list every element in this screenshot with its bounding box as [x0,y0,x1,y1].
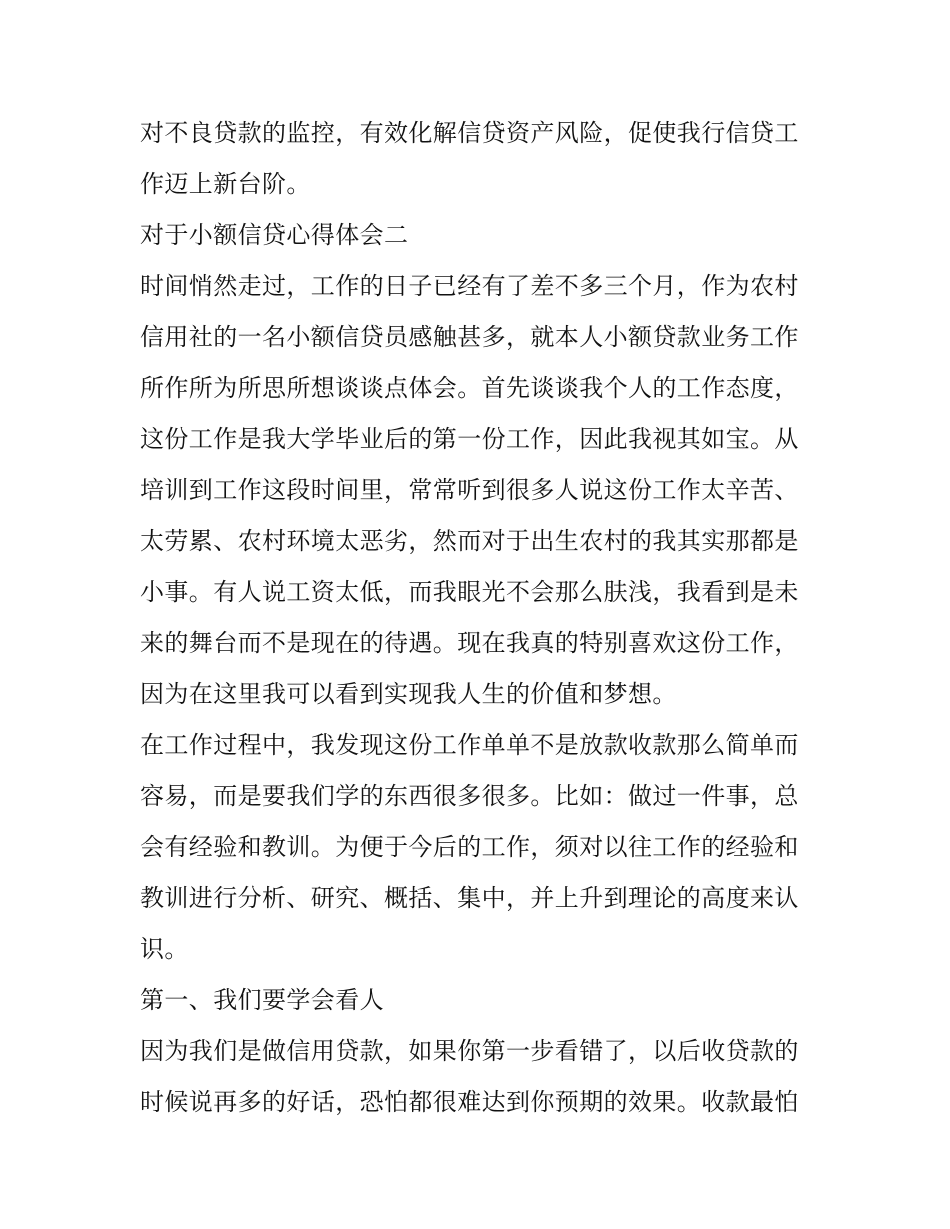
text-line: 作迈上新台阶。 [140,170,311,198]
section-heading: 对于小额信贷心得体会二 [140,221,409,249]
text-line: 培训到工作这段时间里，常常听到很多人说这份工作太辛苦、 [140,476,799,504]
text-line: 这份工作是我大学毕业后的第一份工作，因此我视其如宝。从 [140,425,799,453]
text-line: 在工作过程中，我发现这份工作单单不是放款收款那么简单而 [140,731,799,759]
text-line: 所作所为所思所想谈谈点体会。首先谈谈我个人的工作态度， [140,374,799,402]
text-line: 因为在这里我可以看到实现我人生的价值和梦想。 [140,680,677,708]
text-line: 容易，而是要我们学的东西很多很多。比如：做过一件事，总 [140,782,799,810]
text-line: 识。 [140,935,189,963]
section-heading: 第一、我们要学会看人 [140,986,384,1014]
text-line: 会有经验和教训。为便于今后的工作，须对以往工作的经验和 [140,833,799,861]
text-line: 信用社的一名小额信贷员感触甚多，就本人小额贷款业务工作 [140,323,799,351]
text-line: 来的舞台而不是现在的待遇。现在我真的特别喜欢这份工作， [140,629,799,657]
document-body [140,108,812,1128]
text-line: 太劳累、农村环境太恶劣，然而对于出生农村的我其实那都是 [140,527,799,555]
text-line: 教训进行分析、研究、概括、集中，并上升到理论的高度来认 [140,884,799,912]
text-line: 时候说再多的好话，恐怕都很难达到你预期的效果。收款最怕 [140,1088,799,1116]
text-line: 时间悄然走过，工作的日子已经有了差不多三个月，作为农村 [140,272,799,300]
text-line: 对不良贷款的监控，有效化解信贷资产风险，促使我行信贷工 [140,119,799,147]
text-line: 小事。有人说工资太低，而我眼光不会那么肤浅，我看到是未 [140,578,799,606]
text-line: 因为我们是做信用贷款，如果你第一步看错了，以后收贷款的 [140,1037,799,1065]
